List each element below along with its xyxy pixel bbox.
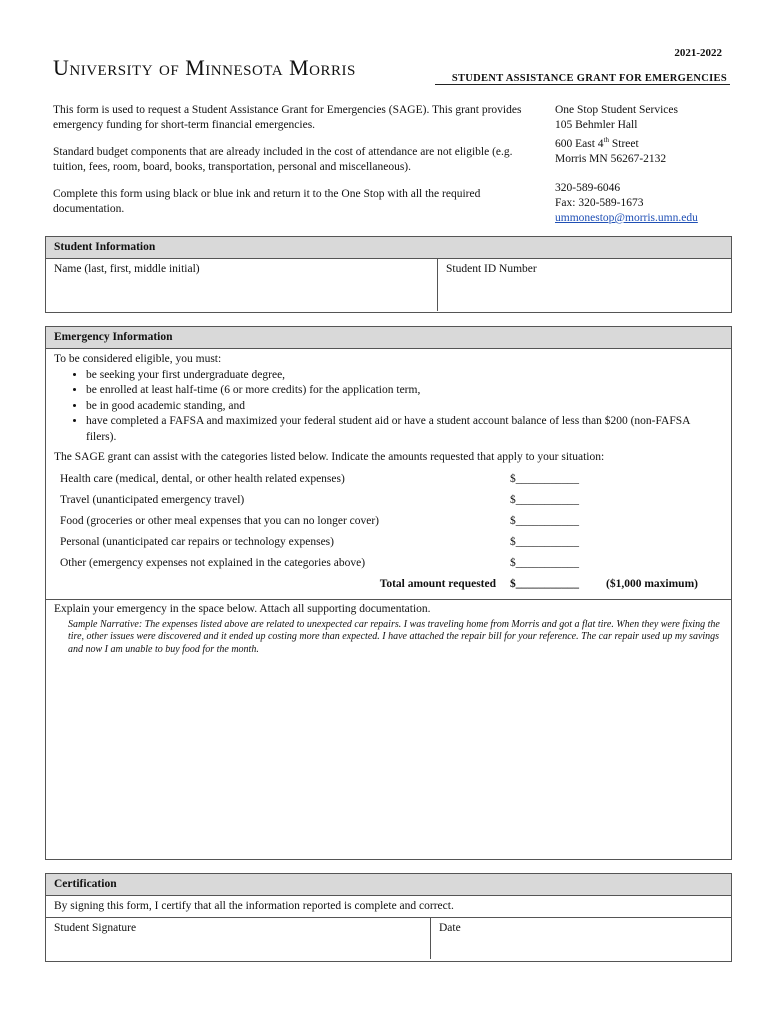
- list-item: • be enrolled at least half-time (6 or more credits) for the application term,: [86, 383, 723, 399]
- section-title: Certification: [46, 874, 731, 896]
- category-row-health: [46, 469, 731, 490]
- total-row: [46, 574, 731, 595]
- street-suffix: th: [603, 136, 610, 144]
- list-item: • be in good academic standing, and: [86, 399, 723, 415]
- category-row-personal: [46, 532, 731, 553]
- certification-statement: By signing this form, I certify that all the information reported is complete and correct.: [46, 896, 731, 918]
- contact-building: 105 Behmler Hall: [555, 119, 638, 131]
- category-label: Personal (unanticipated car repairs or technology expenses): [60, 535, 334, 548]
- explain-instructions: Explain your emergency in the space below. Attach all supporting documentation.: [54, 602, 431, 615]
- intro-paragraph-1: This form is used to request a Student Assistance Grant for Emergencies (SAGE). This grant provides emergency funding for short-term financial emergencies.: [53, 104, 522, 131]
- category-label: Food (groceries or other meal expenses that you can no longer cover): [60, 514, 380, 527]
- categories-list: [46, 469, 731, 595]
- name-label: Name (last, first, middle initial): [54, 263, 200, 275]
- form-title: STUDENT ASSISTANCE GRANT FOR EMERGENCIES: [451, 73, 727, 84]
- contact-email-link[interactable]: ummonestop@morris.umn.edu: [555, 211, 698, 224]
- category-row-food: [46, 511, 731, 532]
- narrative-field[interactable]: [46, 599, 731, 657]
- header-rule: [435, 84, 730, 85]
- date-label: Date: [439, 922, 461, 934]
- intro-text: [53, 103, 523, 229]
- contact-city: Morris MN 56267-2132: [555, 152, 667, 165]
- section-title: Student Information: [46, 237, 731, 259]
- list-item: • have completed a FAFSA and maximized your federal student aid or have a student account balance of less than $200 (non-FAFSA filers).: [86, 414, 723, 445]
- amount-field[interactable]: $___________: [510, 472, 579, 485]
- amount-field[interactable]: $___________: [510, 514, 579, 527]
- university-logo-text: University of Minnesota Morris: [53, 55, 356, 80]
- eligibility-block: [46, 349, 731, 466]
- section-title: Emergency Information: [46, 327, 731, 349]
- street-number: 600 East 4: [555, 137, 604, 150]
- amount-field[interactable]: $___________: [510, 493, 579, 506]
- student-id-label: Student ID Number: [446, 263, 537, 275]
- total-amount-field[interactable]: $___________: [510, 577, 579, 590]
- contact-office: One Stop Student Services: [555, 104, 678, 116]
- name-field[interactable]: [46, 259, 438, 311]
- category-row-travel: [46, 490, 731, 511]
- contact-fax: Fax: 320-589-1673: [555, 196, 644, 209]
- amount-field[interactable]: $___________: [510, 556, 579, 569]
- list-item: • be seeking your first undergraduate degree,: [86, 368, 723, 384]
- categories-intro: The SAGE grant can assist with the categories listed below. Indicate the amounts requested that apply to your situation:: [54, 451, 605, 463]
- total-maximum-note: ($1,000 maximum): [606, 577, 698, 590]
- contact-street: [555, 133, 735, 152]
- intro-paragraph-3: Complete this form using black or blue ink and return it to the One Stop with all the required documentation.: [53, 188, 481, 215]
- sample-narrative: Sample Narrative: The expenses listed above are related to unexpected car repairs. I was traveling home from Morris and got a flat tire. When they were fixing the tire, other issues were discovered and it ended up costing more than expected. I have attached the repair bill for your reference. The car repair used up my savings and now I am unable to buy food for the month.: [68, 618, 720, 655]
- academic-year: 2021-2022: [674, 47, 722, 59]
- signature-field[interactable]: [46, 918, 431, 959]
- street-name: Street: [609, 137, 639, 150]
- emergency-information-section: [45, 326, 732, 860]
- student-id-field[interactable]: [438, 259, 731, 311]
- category-row-other: [46, 553, 731, 574]
- intro-paragraph-2: Standard budget components that are already included in the cost of attendance are not eligible (e.g. tuition, fees, room, board, books, transportation, personal and miscellaneous).: [53, 146, 513, 173]
- contact-phone: 320-589-6046: [555, 181, 621, 194]
- contact-block: [555, 103, 735, 226]
- amount-field[interactable]: $___________: [510, 535, 579, 548]
- eligibility-list: [54, 368, 723, 446]
- total-label: Total amount requested: [379, 577, 496, 590]
- eligibility-intro: To be considered eligible, you must:: [54, 353, 222, 365]
- category-label: Health care (medical, dental, or other health related expenses): [60, 472, 345, 485]
- certification-section: [45, 873, 732, 962]
- signature-label: Student Signature: [54, 922, 137, 934]
- student-information-section: [45, 236, 732, 313]
- date-field[interactable]: [431, 918, 731, 959]
- category-label: Travel (unanticipated emergency travel): [60, 493, 245, 506]
- category-label: Other (emergency expenses not explained in the categories above): [60, 556, 366, 569]
